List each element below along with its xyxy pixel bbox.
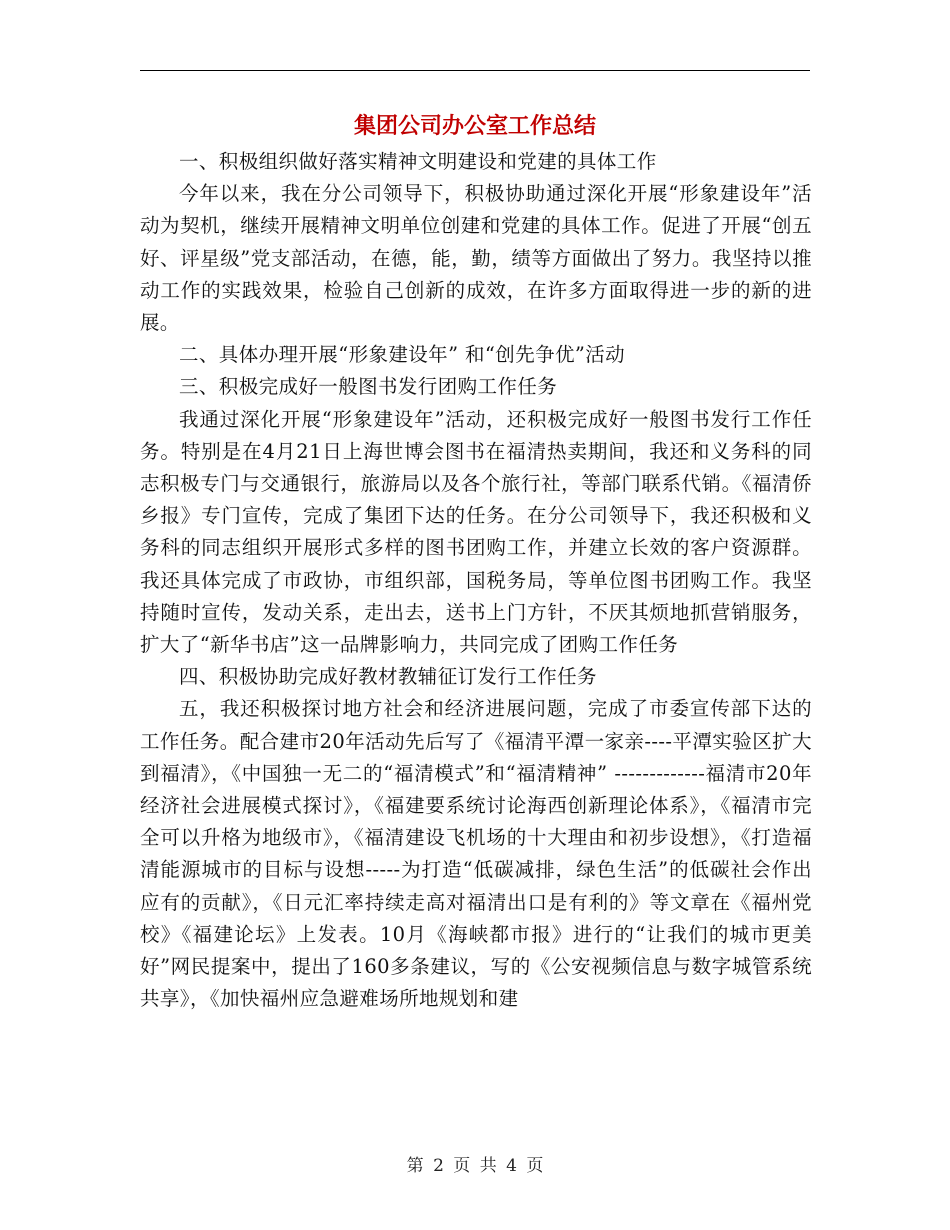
section-heading-1: 一、积极组织做好落实精神文明建设和党建的具体工作 — [179, 150, 657, 173]
body-paragraph-2: 我通过深化开展“形象建设年”活动，还积极完成好一般图书发行工作任务。特别是在4月21日上海世博会图书在福清热卖期间，我还和义务科的同志积极专门与交通银行，旅游局以及各个旅行社，等部门联系代销。《福清侨乡报》专门宣传，完成了集团下达的任务。在分公司领导下，我还积极和义务科的同志组织开展形式多样的图书团购工作，并建立长效的客户资源群。我还具体完成了市政协，市组织部，国税务局，等单位图书团购工作。我坚持随时宣传，发动关系，走出去，送书上门方针，不厌其烦地抓营销服务，扩大了“新华书店”这一品牌影响力，共同完成了团购工作任务 — [140, 407, 812, 657]
body-paragraph-3: 五，我还积极探讨地方社会和经济进展问题，完成了市委宣传部下达的工作任务。配合建市20年活动先后写了《福清平潭一家亲----平潭实验区扩大到福清》，《中国独一无二的“福清模式”和“福清精神” -------------福清市20年经济社会进展模式探讨》，《福建要系统讨论海西创新理论体系》，《福清市完全可以升格为地级市》，《福清建设飞机场的十大理由和初步设想》，《打造福清能源城市的目标与设想-----为打造“低碳减排，绿色生活”的低碳社会作出应有的贡献》，《日元汇率持续走高对福清出口是有利的》等文章在《福州党校》《福建论坛》上发表。10月《海峡都市报》进行的“让我们的城市更美好”网民提案中，提出了160多条建议，写的《公安视频信息与数字城管系统共享》，《加快福州应急避难场所地规划和建 — [140, 697, 812, 1011]
document-body — [140, 146, 812, 1015]
section-heading-2: 二、具体办理开展“形象建设年” 和“创先争优”活动 — [179, 343, 626, 367]
header-rule — [140, 70, 810, 71]
body-paragraph-1: 今年以来，我在分公司领导下，积极协助通过深化开展“形象建设年”活动为契机，继续开展精神文明单位创建和党建的具体工作。促进了开展“创五好、评星级”党支部活动，在德，能，勤，绩等方面做出了努力。我坚持以推动工作的实践效果，检验自己创新的成效，在许多方面取得进一步的新的进展。 — [140, 182, 812, 335]
document-title: 集团公司办公室工作总结 — [353, 114, 596, 139]
section-heading-4: 四、积极协助完成好教材教辅征订发行工作任务 — [179, 665, 597, 689]
section-heading-3: 三、积极完成好一般图书发行团购工作任务 — [179, 375, 558, 399]
page-number: 第 2 页 共 4 页 — [406, 1156, 544, 1176]
